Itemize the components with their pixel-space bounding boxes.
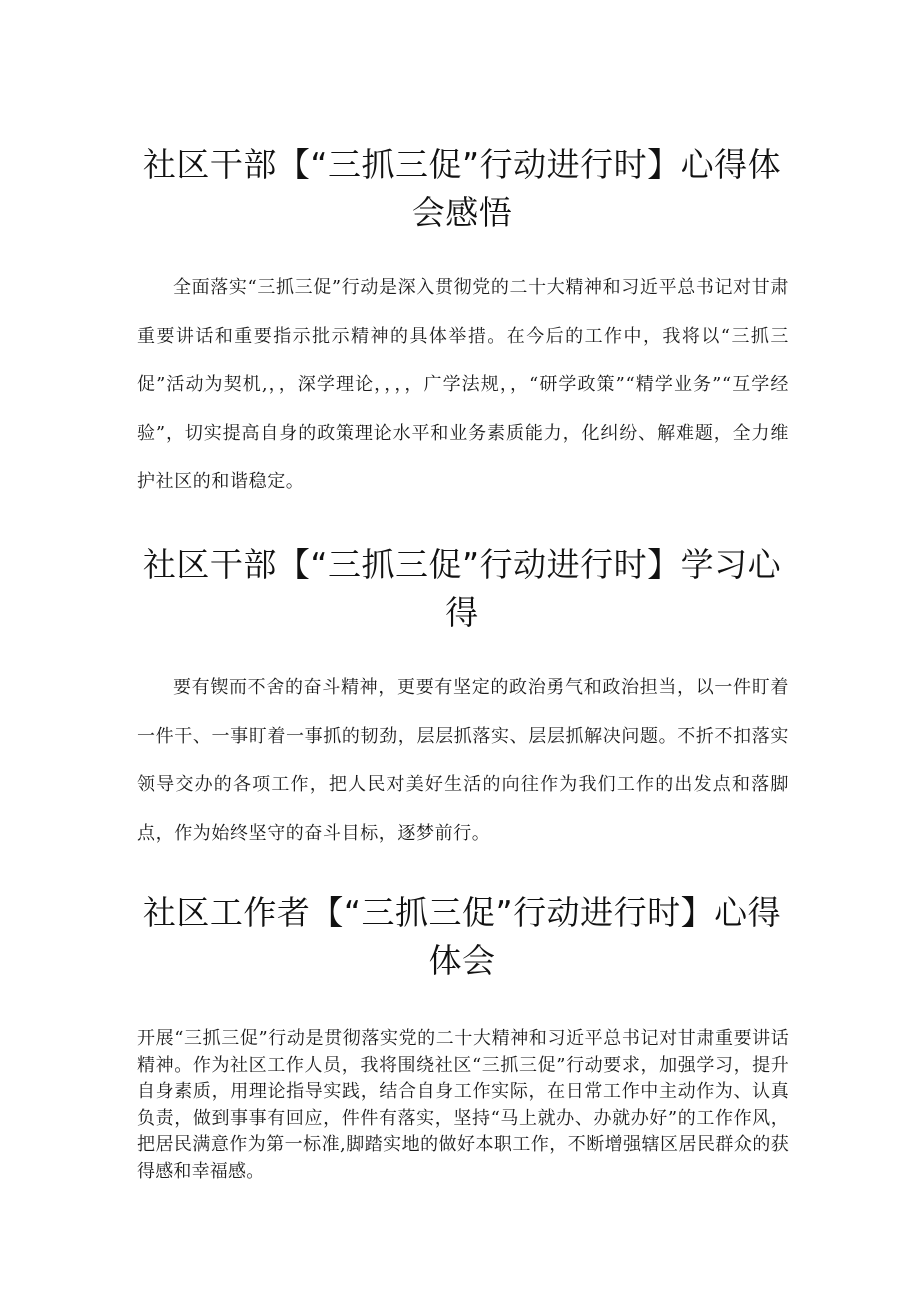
section-body-1: 全面落实“三抓三促”行动是深入贯彻党的二十大精神和习近平总书记对甘肃重要讲话和重要指示批示精神的具体举措。在今后的工作中，我将以“三抓三促”活动为契机,，，深学理论，，，，广学法规，，“研学政策”“精学业务”“互学经验”，切实提高自身的政策理论水平和业务素质能力，化纠纷、解难题，全力维护社区的和谐稳定。 [137,277,789,492]
section-title-3: 社区工作者【“三抓三促”行动进行时】心得体会 [142,893,782,980]
section-title-1: 社区干部【“三抓三促”行动进行时】心得体会感悟 [142,145,782,232]
section-body-3: 开展“三抓三促”行动是贯彻落实党的二十大精神和习近平总书记对甘肃重要讲话精神。作为社区工作人员，我将围绕社区“三抓三促”行动要求，加强学习，提升自身素质，用理论指导实践，结合自身工作实际，在日常工作中主动作为、认真负责，做到事事有回应，件件有落实，坚持“马上就办、办就办好”的工作作风，把居民满意作为第一标准,脚踏实地的做好本职工作，不断增强辖区居民群众的获得感和幸福感。 [137,1028,789,1182]
section-title-2: 社区干部【“三抓三促”行动进行时】学习心得 [142,545,782,632]
section-body-2: 要有锲而不舍的奋斗精神，更要有坚定的政治勇气和政治担当，以一件盯着一件干、一事盯着一事抓的韧劲，层层抓落实、层层抓解决问题。不折不扣落实领导交办的各项工作，把人民对美好生活的向往作为我们工作的出发点和落脚点，作为始终坚守的奋斗目标，逐梦前行。 [137,677,789,844]
